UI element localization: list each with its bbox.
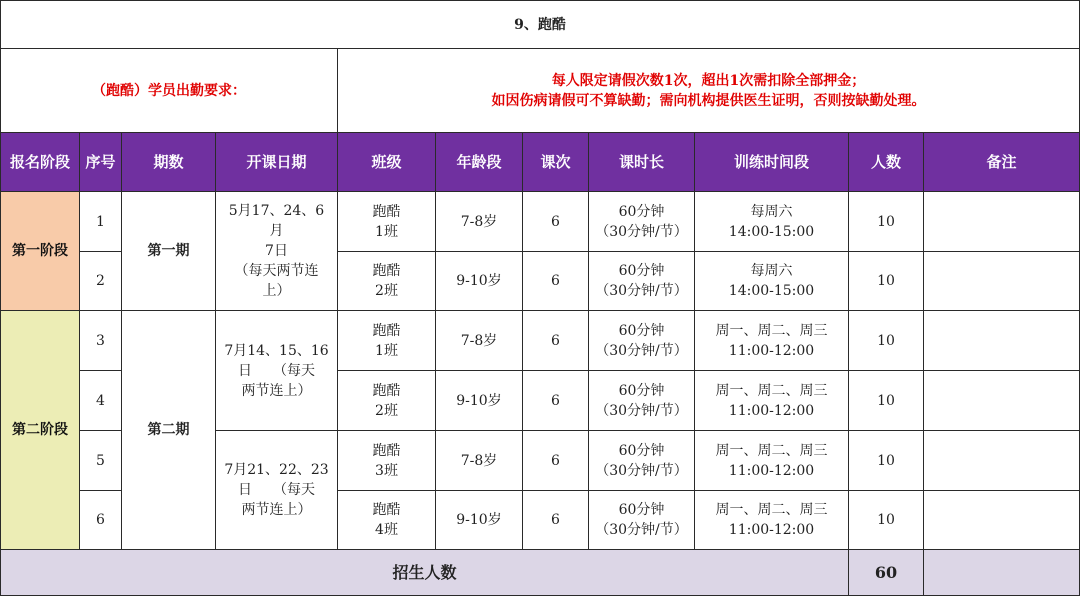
table-row <box>1 192 1080 252</box>
age-cell: 7-8岁 <box>436 431 523 491</box>
duration-total: 60分钟 <box>618 502 665 518</box>
time-hours: 11:00-12:00 <box>728 342 815 359</box>
time-slot-cell <box>695 252 849 311</box>
header-stage: 报名阶段 <box>1 133 80 192</box>
time-slot-cell <box>695 192 849 252</box>
class-cell <box>338 491 436 550</box>
requirement-row <box>1 49 1080 133</box>
requirement-line-1: 每人限定请假次数1次，超出1次需扣除全部押金； <box>551 72 866 89</box>
row-number: 3 <box>80 311 122 371</box>
count-cell: 10 <box>849 311 924 371</box>
duration-per-session: （30分钟/节） <box>595 462 688 479</box>
footer-note <box>924 550 1080 596</box>
age-cell: 9-10岁 <box>436 371 523 431</box>
note-cell <box>924 371 1080 431</box>
class-number: 1班 <box>375 223 398 240</box>
date-cell-1 <box>216 192 338 311</box>
table-row <box>1 311 1080 371</box>
date-line: 上） <box>262 283 291 299</box>
time-slot-cell <box>695 491 849 550</box>
time-days: 周一、周二、周三 <box>715 502 828 518</box>
date-line: 两节连上） <box>241 502 312 518</box>
count-cell: 10 <box>849 371 924 431</box>
time-slot-cell <box>695 431 849 491</box>
time-days: 周一、周二、周三 <box>715 382 828 399</box>
date-line: 7月14、15、16 <box>224 342 329 359</box>
duration-cell <box>589 371 695 431</box>
time-hours: 11:00-12:00 <box>728 522 815 538</box>
date-cell-3 <box>216 431 338 550</box>
duration-total: 60分钟 <box>618 322 665 339</box>
header-start-date: 开课日期 <box>216 133 338 192</box>
time-days: 每周六 <box>750 263 793 279</box>
age-cell: 9-10岁 <box>436 491 523 550</box>
duration-total: 60分钟 <box>618 382 665 399</box>
date-line: （每天两节连 <box>234 263 319 279</box>
header-age: 年龄段 <box>436 133 523 192</box>
class-name: 跑酷 <box>372 502 401 518</box>
requirement-label: （跑酷）学员出勤要求： <box>1 49 338 133</box>
requirement-line-2: 如因伤病请假可不算缺勤；需向机构提供医生证明，否则按缺勤处理。 <box>491 92 926 109</box>
duration-cell <box>589 192 695 252</box>
period-cell-1: 第一期 <box>122 192 216 311</box>
count-cell: 10 <box>849 252 924 311</box>
header-row <box>1 133 1080 192</box>
date-line: 5月17、24、6月 <box>228 203 325 239</box>
header-note: 备注 <box>924 133 1080 192</box>
time-days: 每周六 <box>750 203 793 220</box>
duration-per-session: （30分钟/节） <box>595 402 688 419</box>
sessions-cell: 6 <box>523 371 589 431</box>
table-title: 9、跑酷 <box>1 1 1080 49</box>
class-number: 3班 <box>375 462 398 479</box>
header-period: 期数 <box>122 133 216 192</box>
row-number: 4 <box>80 371 122 431</box>
time-days: 周一、周二、周三 <box>715 442 828 459</box>
date-cell-2 <box>216 311 338 431</box>
row-number: 2 <box>80 252 122 311</box>
requirement-text <box>338 49 1080 133</box>
header-number: 序号 <box>80 133 122 192</box>
sessions-cell: 6 <box>523 252 589 311</box>
footer-row <box>1 550 1080 596</box>
sessions-cell: 6 <box>523 192 589 252</box>
duration-cell <box>589 252 695 311</box>
date-line: 日 （每天 <box>238 482 315 498</box>
class-name: 跑酷 <box>372 263 401 279</box>
enrollment-total-label: 招生人数 <box>1 550 849 596</box>
class-number: 4班 <box>375 522 398 538</box>
header-class: 班级 <box>338 133 436 192</box>
class-name: 跑酷 <box>372 203 401 220</box>
class-name: 跑酷 <box>372 382 401 399</box>
duration-cell <box>589 431 695 491</box>
time-days: 周一、周二、周三 <box>715 322 828 339</box>
duration-total: 60分钟 <box>618 442 665 459</box>
duration-per-session: （30分钟/节） <box>595 283 688 299</box>
note-cell <box>924 491 1080 550</box>
enrollment-total-value: 60 <box>849 550 924 596</box>
date-line: 日 （每天 <box>238 362 315 379</box>
date-line: 7日 <box>265 243 288 259</box>
duration-total: 60分钟 <box>618 203 665 220</box>
time-hours: 14:00-15:00 <box>728 223 815 240</box>
count-cell: 10 <box>849 491 924 550</box>
class-name: 跑酷 <box>372 322 401 339</box>
time-slot-cell <box>695 371 849 431</box>
time-hours: 11:00-12:00 <box>728 462 815 479</box>
date-line: 两节连上） <box>241 382 312 399</box>
note-cell <box>924 431 1080 491</box>
note-cell <box>924 311 1080 371</box>
class-cell <box>338 252 436 311</box>
count-cell: 10 <box>849 431 924 491</box>
row-number: 1 <box>80 192 122 252</box>
class-name: 跑酷 <box>372 442 401 459</box>
sessions-cell: 6 <box>523 491 589 550</box>
note-cell <box>924 192 1080 252</box>
sessions-cell: 6 <box>523 431 589 491</box>
count-cell: 10 <box>849 192 924 252</box>
time-hours: 14:00-15:00 <box>728 283 815 299</box>
sessions-cell: 6 <box>523 311 589 371</box>
stage-cell-1: 第一阶段 <box>1 192 80 311</box>
title-row <box>1 1 1080 49</box>
class-number: 1班 <box>375 342 398 359</box>
header-count: 人数 <box>849 133 924 192</box>
age-cell: 9-10岁 <box>436 252 523 311</box>
row-number: 5 <box>80 431 122 491</box>
duration-per-session: （30分钟/节） <box>595 223 688 240</box>
class-cell <box>338 431 436 491</box>
class-cell <box>338 371 436 431</box>
period-cell-2: 第二期 <box>122 311 216 550</box>
age-cell: 7-8岁 <box>436 311 523 371</box>
header-time-slot: 训练时间段 <box>695 133 849 192</box>
class-cell <box>338 311 436 371</box>
time-slot-cell <box>695 311 849 371</box>
duration-total: 60分钟 <box>618 263 665 279</box>
class-number: 2班 <box>375 402 398 419</box>
date-line: 7月21、22、23 <box>224 462 329 478</box>
class-cell <box>338 192 436 252</box>
class-number: 2班 <box>375 283 398 299</box>
header-duration: 课时长 <box>589 133 695 192</box>
note-cell <box>924 252 1080 311</box>
header-sessions: 课次 <box>523 133 589 192</box>
age-cell: 7-8岁 <box>436 192 523 252</box>
duration-per-session: （30分钟/节） <box>595 522 688 538</box>
time-hours: 11:00-12:00 <box>728 402 815 419</box>
duration-cell <box>589 491 695 550</box>
row-number: 6 <box>80 491 122 550</box>
duration-per-session: （30分钟/节） <box>595 342 688 359</box>
duration-cell <box>589 311 695 371</box>
stage-cell-2: 第二阶段 <box>1 311 80 550</box>
